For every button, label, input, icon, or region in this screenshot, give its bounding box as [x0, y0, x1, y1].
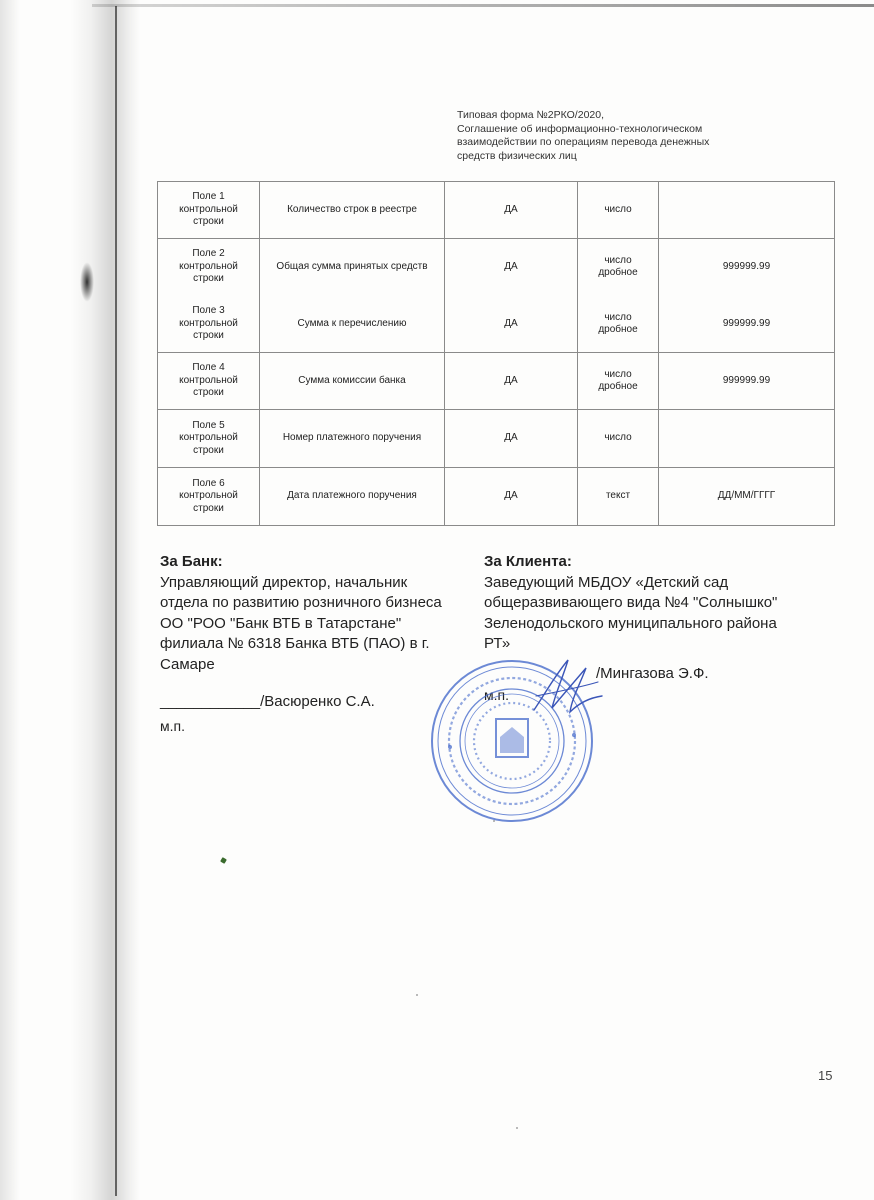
required-cell: ДА — [445, 296, 578, 353]
name-cell: Сумма к перечислению — [260, 296, 445, 353]
client-position-line: Заведующий МБДОУ «Детский сад — [484, 573, 729, 591]
name-cell: Дата платежного поручения — [260, 468, 445, 526]
format-cell: 999999.99 — [659, 239, 835, 296]
control-row-fields-table — [157, 181, 835, 526]
signature-stroke — [534, 660, 602, 712]
binding-shadow — [70, 0, 140, 1200]
name-cell: Номер платежного поручения — [260, 410, 445, 468]
header-note-line: взаимодействии по операциям перевода денежных — [457, 136, 710, 148]
bank-title: За Банк: — [160, 553, 223, 570]
client-position-line: РТ» — [484, 635, 511, 652]
type-cell: число — [578, 182, 659, 239]
table-row — [158, 296, 835, 353]
format-cell: 999999.99 — [659, 353, 835, 410]
field-cell: Поле 3 контрольной строки — [158, 296, 260, 353]
field-cell: Поле 5 контрольной строки — [158, 410, 260, 468]
client-stamp-place: м.п. — [484, 687, 509, 703]
field-cell: Поле 2 контрольной строки — [158, 239, 260, 296]
signature-stroke — [536, 682, 598, 696]
page-number: 15 — [818, 1068, 833, 1083]
required-cell: ДА — [445, 239, 578, 296]
client-signature-line: /Мингазова Э.Ф. — [596, 664, 709, 682]
stamp-emblem — [496, 719, 528, 757]
required-cell: ДА — [445, 410, 578, 468]
form-header-note — [457, 109, 747, 163]
header-note-line: Соглашение об информационно-технологическом — [457, 122, 703, 135]
binding-hole-mark — [80, 262, 94, 302]
bank-signature-line: ____________/Васюренко С.А. — [160, 693, 375, 710]
format-cell — [659, 182, 835, 239]
type-cell: число — [578, 410, 659, 468]
field-cell: Поле 4 контрольной строки — [158, 353, 260, 410]
client-position-line: общеразвивающего вида №4 "Солнышко" — [484, 594, 778, 611]
header-note-line: средств физических лиц — [457, 149, 577, 162]
bank-position-line: Самаре — [160, 655, 215, 673]
required-cell: ДА — [445, 182, 578, 239]
bank-stamp-place: м.п. — [160, 717, 185, 734]
name-cell: Сумма комиссии банка — [260, 353, 445, 410]
table-row — [158, 182, 835, 239]
ink-speck — [493, 820, 495, 822]
bank-position-line: ОО "РОО "Банк ВТБ в Татарстане" — [160, 614, 402, 632]
header-note-line: Типовая форма №2РКО/2020, — [457, 109, 605, 121]
required-cell: ДА — [445, 468, 578, 526]
format-cell — [659, 410, 835, 468]
field-cell: Поле 1 контрольной строки — [158, 182, 260, 239]
type-cell: число дробное — [578, 239, 659, 296]
client-position-line: Зеленодольского муниципального района — [484, 614, 777, 632]
bank-position-line: Управляющий директор, начальник — [160, 573, 408, 591]
ink-speck — [416, 994, 418, 996]
table-row — [158, 468, 835, 526]
ink-speck — [516, 1127, 518, 1129]
type-cell: текст — [578, 468, 659, 526]
client-title: За Клиента: — [484, 553, 572, 570]
name-cell: Общая сумма принятых средств — [260, 239, 445, 296]
table-row — [158, 353, 835, 410]
type-cell: число дробное — [578, 353, 659, 410]
scan-edge-shadow — [0, 0, 20, 1200]
bank-position-line: филиала № 6318 Банка ВТБ (ПАО) в г. — [160, 635, 430, 652]
name-cell: Количество строк в реестре — [260, 182, 445, 239]
scan-left-edge — [115, 6, 117, 1196]
format-cell: 999999.99 — [659, 296, 835, 353]
client-handwritten-signature — [526, 652, 606, 732]
type-cell: число дробное — [578, 296, 659, 353]
required-cell: ДА — [445, 353, 578, 410]
field-cell: Поле 6 контрольной строки — [158, 468, 260, 526]
table-row — [158, 239, 835, 296]
format-cell: ДД/ММ/ГГГГ — [659, 468, 835, 526]
scan-top-edge — [92, 4, 874, 7]
bank-position-line: отдела по развитию розничного бизнеса — [160, 594, 442, 611]
ink-speck — [220, 857, 227, 864]
table-row — [158, 410, 835, 468]
